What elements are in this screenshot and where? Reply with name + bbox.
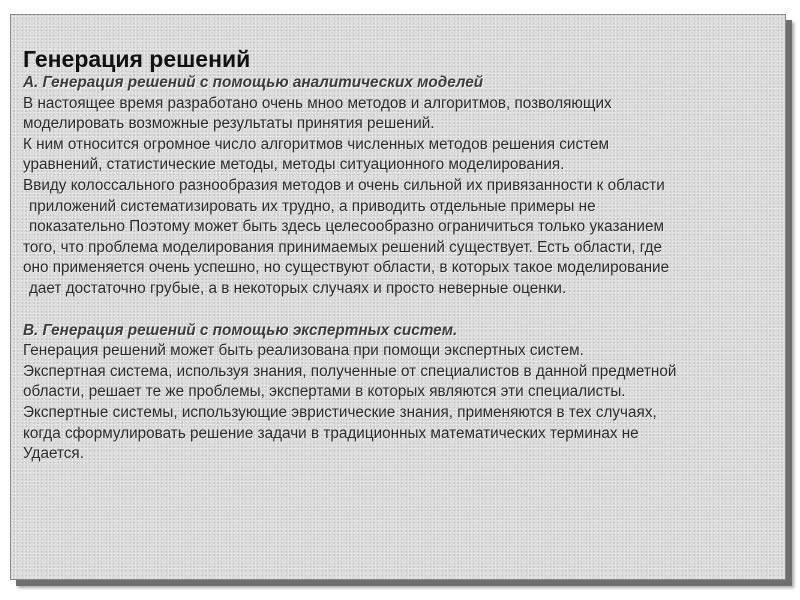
section-a-line: В настоящее время разработано очень мноо методов и алгоритмов, позволяющих [23,94,612,112]
slide-content [23,45,783,465]
section-b-heading: B. Генерация решений с помощью экспертных систем. [23,321,458,339]
section-b-line: Экспертная система, используя знания, полученные от специалистов в данной предметной [23,362,677,380]
section-a-line: показательно Поэтому может быть здесь целесообразно ограничиться только указанием [29,218,664,236]
section-b-line: Удается. [23,445,84,463]
section-b-line: Экспертные системы, использующие эвристические знания, применяются в тех случаях, [23,403,657,421]
slide-title: Генерация решений [23,46,251,72]
section-a-line: приложений систематизировать их трудно, а приводить отдельные примеры не [29,197,596,215]
section-a-line: дает достаточно грубые, а в некоторых случаях и просто неверные оценки. [29,279,567,297]
section-a-line: К ним относится огромное число алгоритмов численных методов решения систем [23,135,609,153]
section-b-line: когда сформулировать решение задачи в традиционных математических терминах не [23,424,639,442]
section-b-line: Генерация решений может быть реализована при помощи экспертных систем. [23,342,584,360]
section-a-line: моделировать возможные результаты принятия решений. [23,115,435,133]
section-spacer [23,300,783,321]
slide [10,14,786,580]
section-a-line: оно применяется очень успешно, но существуют области, в которых такое моделирование [23,259,670,277]
section-a-line: уравнений, статистические методы, методы ситуационного моделирования. [23,156,565,174]
section-a-line: Ввиду колоссального разнообразия методов и очень сильной их привязанности к области [23,176,665,194]
section-a-line: того, что проблема моделирования принимаемых решений существует. Есть области, где [23,238,663,256]
section-b-line: области, решает те же проблемы, экспертами в которых являются эти специалисты. [23,383,626,401]
section-a-heading: А. Генерация решений с помощью аналитических моделей [23,74,484,91]
